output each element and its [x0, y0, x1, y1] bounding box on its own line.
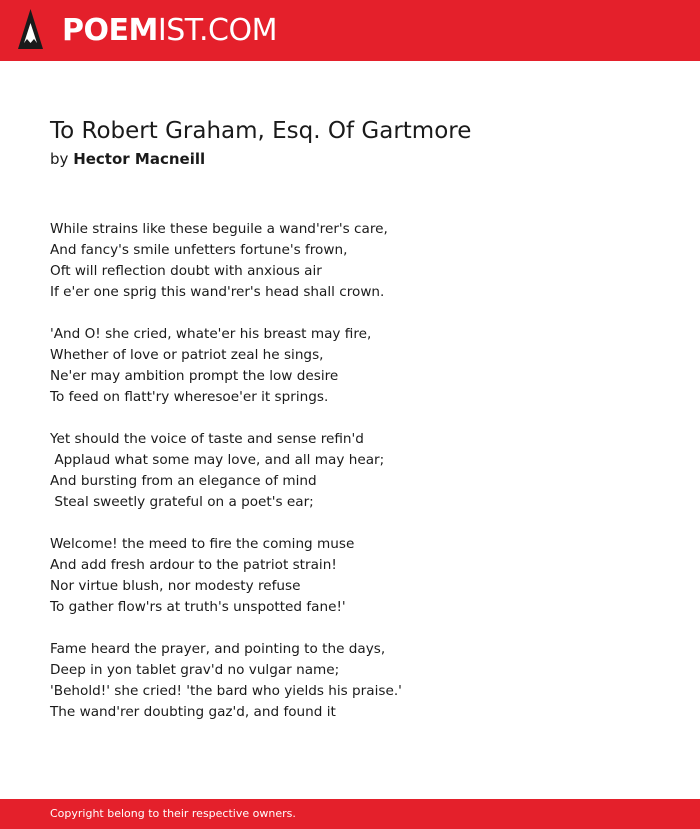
poem-line: And bursting from an elegance of mind: [50, 473, 317, 489]
by-label: by: [50, 150, 69, 168]
poem-line: Fame heard the prayer, and pointing to the days,: [50, 641, 386, 657]
logo-light-text: IST.COM: [157, 13, 277, 48]
poem-line: 'Behold!' she cried! 'the bard who yields his praise.': [50, 683, 402, 699]
poem-line: To feed on flatt'ry wheresoe'er it springs.: [50, 389, 329, 405]
poem-line: Applaud what some may love, and all may hear;: [50, 452, 385, 468]
poem-line: Yet should the voice of taste and sense refin'd: [50, 431, 364, 447]
poem-line: And fancy's smile unfetters fortune's frown,: [50, 242, 348, 258]
poem-line: And add fresh ardour to the patriot strain!: [50, 557, 337, 573]
stanza: [50, 429, 670, 513]
poem-title: To Robert Graham, Esq. Of Gartmore: [50, 118, 472, 144]
stanza: [50, 219, 670, 303]
site-logo[interactable]: [62, 11, 277, 51]
poem-line: Ne'er may ambition prompt the low desire: [50, 368, 339, 384]
poem-line: Welcome! the meed to fire the coming muse: [50, 536, 355, 552]
poem-body: [50, 219, 670, 744]
poem-line: 'And O! she cried, whate'er his breast may fire,: [50, 326, 372, 342]
poem-line: The wand'rer doubting gaz'd, and found it: [50, 704, 336, 720]
stanza: [50, 534, 670, 618]
poem-line: Deep in yon tablet grav'd no vulgar name;: [50, 662, 340, 678]
pencil-tip-icon[interactable]: [18, 9, 43, 52]
copyright-text: Copyright belong to their respective owners.: [50, 807, 296, 820]
author-name: Hector Macneill: [73, 150, 206, 168]
poem-line: Nor virtue blush, nor modesty refuse: [50, 578, 301, 594]
poem-line: To gather flow'rs at truth's unspotted fane!': [50, 599, 346, 615]
site-header: [0, 0, 700, 61]
poem-line: While strains like these beguile a wand'rer's care,: [50, 221, 388, 237]
stanza: [50, 639, 670, 723]
site-footer: [0, 799, 700, 829]
logo-bold-text: POEM: [62, 13, 158, 48]
poem-line: If e'er one sprig this wand'rer's head shall crown.: [50, 284, 385, 300]
byline: [50, 148, 205, 170]
poem-line: Oft will reflection doubt with anxious air: [50, 263, 322, 279]
stanza: [50, 324, 670, 408]
poem-line: Whether of love or patriot zeal he sings,: [50, 347, 324, 363]
poem-line: Steal sweetly grateful on a poet's ear;: [50, 494, 314, 510]
